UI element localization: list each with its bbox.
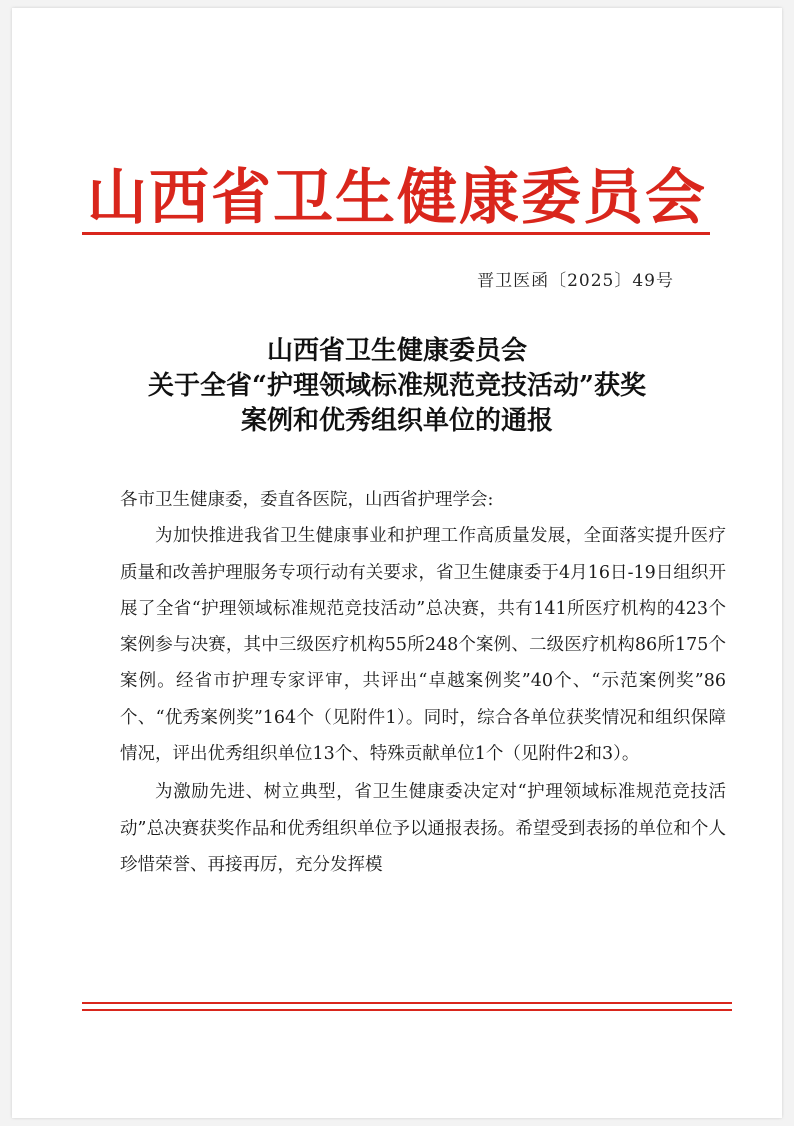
title-line: 山西省卫生健康委员会 xyxy=(266,336,527,366)
document-title xyxy=(12,334,782,439)
document-body xyxy=(120,482,726,883)
footer-red-rule xyxy=(82,1002,732,1004)
salutation: 各市卫生健康委，委直各医院，山西省护理学会: xyxy=(120,490,494,510)
document-number: 晋卫医函〔2025〕49号 xyxy=(477,271,674,291)
title-line: 关于全省“护理领域标准规范竞技活动”获奖 xyxy=(148,371,646,401)
document-page xyxy=(12,8,782,1118)
letterhead-title: 山西省卫生健康委员会 xyxy=(87,163,707,233)
letterhead-red-rule xyxy=(82,232,710,235)
body-paragraph: 为加快推进我省卫生健康事业和护理工作高质量发展，全面落实提升医疗质量和改善护理服务专项行动有关要求，省卫生健康委于4月16日-19日组织开展了全省“护理领域标准规范竞技活动”总决赛，共有141所医疗机构的423个案例参与决赛，其中三级医疗机构55所248个案例、二级医疗机构86所175个案例。经省市护理专家评审，共评出“卓越案例奖”40个、“示范案例奖”86个、“优秀案例奖”164个（见附件1）。同时，综合各单位获奖情况和组织保障情况，评出优秀组织单位13个、特殊贡献单位1个（见附件2和3）。 xyxy=(120,526,726,765)
body-paragraph: 为激励先进、树立典型，省卫生健康委决定对“护理领域标准规范竞技活动”总决赛获奖作品和优秀组织单位予以通报表扬。希望受到表扬的单位和个人珍惜荣誉、再接再厉，充分发挥模 xyxy=(120,782,726,875)
footer-red-rule xyxy=(82,1009,732,1011)
title-line: 案例和优秀组织单位的通报 xyxy=(240,406,553,436)
